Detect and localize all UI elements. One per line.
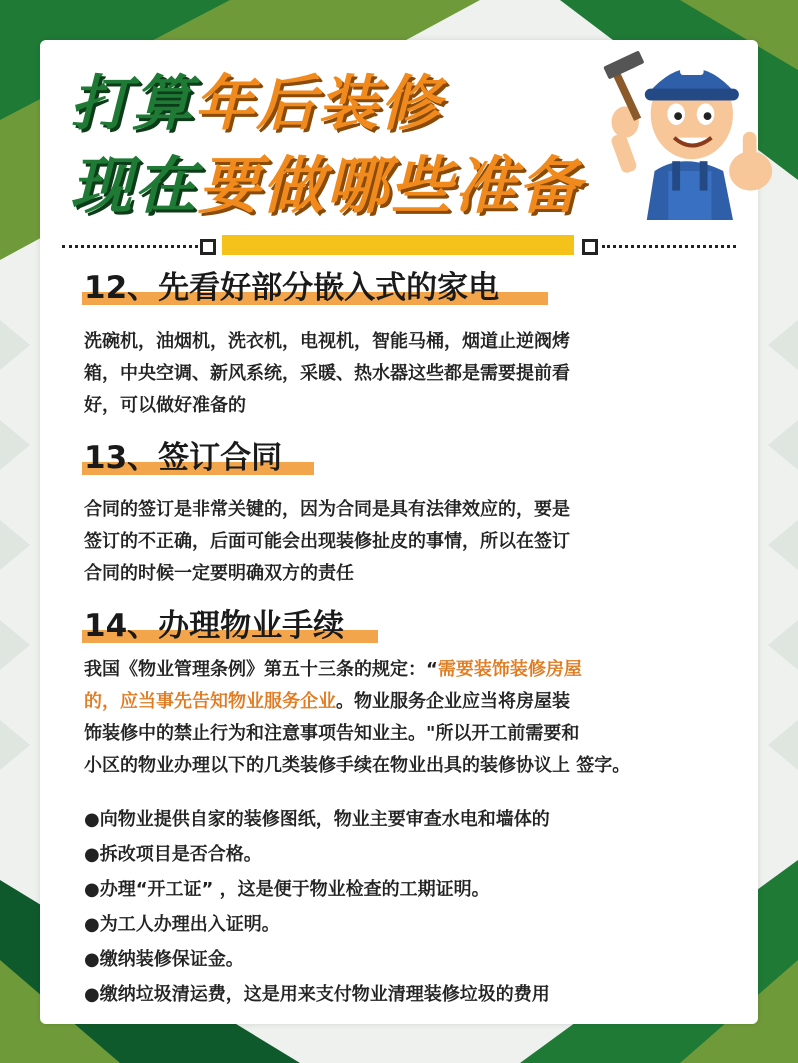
section-12-line-2: 箱，中央空调、新风系统，采暖、热水器这些都是需要提前看 [84, 363, 570, 384]
quote-highlight-2: 的，应当事先告知物业服务企业 [84, 691, 336, 712]
divider-dots-left [62, 245, 198, 248]
section-14-line-3: 饰装修中的禁止行为和注意事项告知业主。"所以开工前需要和 [84, 723, 580, 744]
divider-square-right [582, 239, 598, 255]
divider-square-left [200, 239, 216, 255]
title-line-2-orange: 要做哪些准备 [198, 149, 583, 222]
title-line-1-green: 打算 [70, 69, 194, 139]
list-item: ●拆改项目是否合格。 [84, 844, 262, 865]
divider-dots-right [602, 245, 736, 248]
section-13-heading: 13、签订合同 [84, 438, 282, 478]
title-line-2 [70, 150, 582, 222]
section-14-line-4: 小区的物业办理以下的几类装修手续在物业出具的装修协议上 签字。 [84, 755, 631, 776]
quote-highlight-1: 需要装饰装修房屋 [437, 659, 582, 680]
section-13-line-2: 签订的不正确，后面可能会出现装修扯皮的事情，所以在签订 [84, 531, 570, 552]
section-12-body [84, 326, 724, 422]
title-line-1 [70, 68, 442, 140]
divider-yellow-bar [222, 235, 574, 255]
list-item: ●办理“开工证” ，这是便于物业检查的工期证明。 [84, 879, 490, 900]
worker-mascot-icon [586, 24, 782, 220]
section-13-line-3: 合同的时候一定要明确双方的责任 [84, 563, 354, 584]
procedure-list [84, 802, 734, 1012]
section-12-line-3: 好，可以做好准备的 [84, 395, 246, 416]
title-line-1-orange: 年后装修 [194, 69, 442, 139]
title-divider [62, 233, 736, 259]
list-item: ●向物业提供自家的装修图纸，物业主要审查水电和墙体的 [84, 809, 550, 830]
section-12-heading: 12、先看好部分嵌入式的家电 [84, 268, 499, 308]
list-item: ●缴纳垃圾清运费，这是用来支付物业清理装修垃圾的费用 [84, 984, 550, 1005]
section-14-heading: 14、办理物业手续 [84, 606, 344, 646]
section-14-line-2: 的，应当事先告知物业服务企业。物业服务企业应当将房屋装 [84, 691, 570, 712]
title-line-2-green: 现在 [70, 149, 199, 222]
section-13-line-1: 合同的签订是非常关键的，因为合同是具有法律效应的，要是 [84, 499, 570, 520]
list-item: ●为工人办理出入证明。 [84, 914, 280, 935]
section-12-line-1: 洗碗机，油烟机，洗衣机，电视机，智能马桶，烟道止逆阀烤 [84, 331, 570, 352]
list-item: ●缴纳装修保证金。 [84, 949, 244, 970]
section-14-body [84, 654, 724, 782]
section-14-line-1: 我国《物业管理条例》第五十三条的规定：“需要装饰装修房屋 [84, 659, 582, 680]
section-13-body [84, 494, 724, 590]
